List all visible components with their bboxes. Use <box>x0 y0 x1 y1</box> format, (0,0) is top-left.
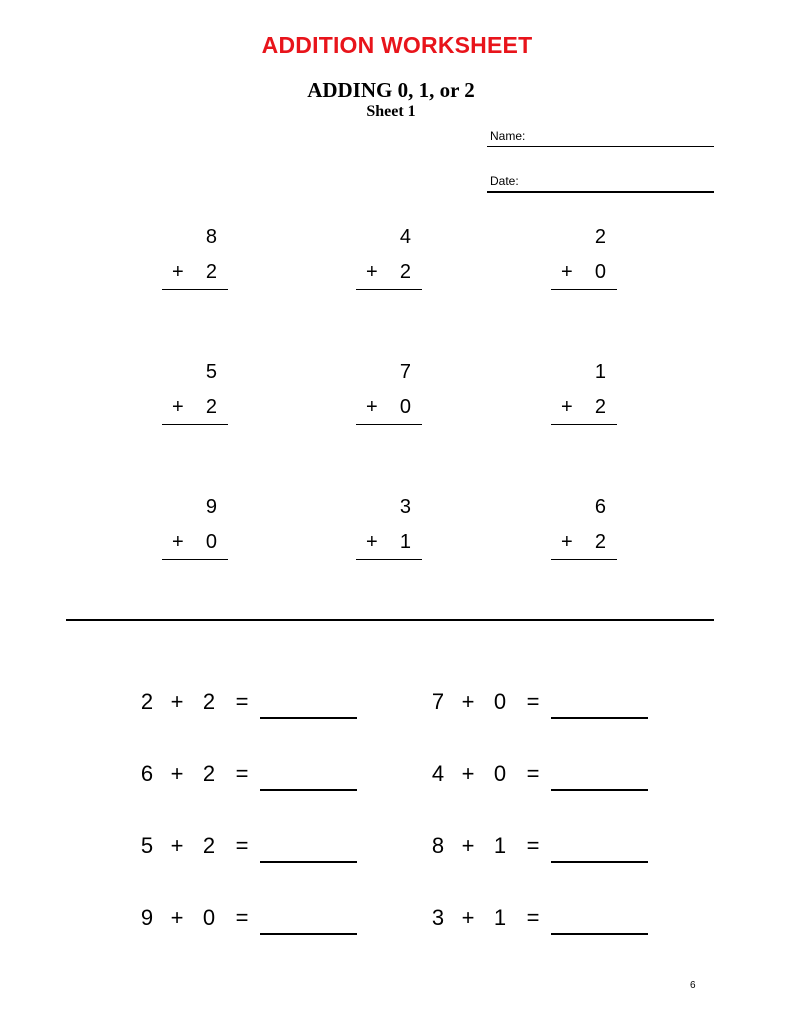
addend-b: 1 <box>493 833 507 858</box>
answer-blank[interactable] <box>260 717 357 719</box>
plus-sign: + <box>172 261 184 283</box>
addend-b: 0 <box>493 689 507 714</box>
addend-b: 1 <box>493 905 507 930</box>
vertical-problem <box>356 360 422 430</box>
plus-sign: + <box>172 396 184 418</box>
addend-bottom: 0 <box>205 531 217 553</box>
plus-sign: + <box>366 531 378 553</box>
equals-sign: = <box>235 833 249 858</box>
addend-a: 3 <box>431 905 445 930</box>
answer-line <box>356 559 422 560</box>
date-field[interactable] <box>487 171 714 193</box>
equals-sign: = <box>235 689 249 714</box>
addend-top: 6 <box>594 496 606 518</box>
addend-top: 3 <box>399 496 411 518</box>
answer-blank[interactable] <box>260 933 357 935</box>
horizontal-problem <box>430 830 652 862</box>
answer-line <box>551 424 617 425</box>
vertical-problem <box>356 495 422 565</box>
addend-top: 7 <box>399 361 411 383</box>
addend-top: 1 <box>594 361 606 383</box>
horizontal-problem <box>139 758 361 790</box>
plus-sign: + <box>170 833 184 858</box>
plus-sign: + <box>366 396 378 418</box>
section-divider <box>66 619 714 621</box>
vertical-problem <box>162 225 228 295</box>
plus-sign: + <box>461 833 475 858</box>
addend-bottom: 2 <box>399 261 411 283</box>
addend-a: 5 <box>140 833 154 858</box>
answer-blank[interactable] <box>551 861 648 863</box>
answer-line <box>356 289 422 290</box>
addend-b: 2 <box>202 761 216 786</box>
addend-b: 2 <box>202 833 216 858</box>
answer-blank[interactable] <box>551 789 648 791</box>
plus-sign: + <box>170 689 184 714</box>
answer-line <box>162 424 228 425</box>
answer-line <box>162 559 228 560</box>
answer-blank[interactable] <box>260 789 357 791</box>
worksheet-subtitle: ADDING 0, 1, or 2 <box>307 78 475 102</box>
plus-sign: + <box>461 761 475 786</box>
page-number: 6 <box>690 980 696 991</box>
date-label: Date: <box>490 174 519 188</box>
plus-sign: + <box>170 761 184 786</box>
addend-bottom: 2 <box>205 261 217 283</box>
addend-a: 9 <box>140 905 154 930</box>
sheet-label: Sheet 1 <box>366 103 416 120</box>
horizontal-problem <box>139 686 361 718</box>
addend-top: 4 <box>399 226 411 248</box>
name-field[interactable] <box>487 126 714 147</box>
addend-b: 0 <box>493 761 507 786</box>
equals-sign: = <box>526 905 540 930</box>
plus-sign: + <box>366 261 378 283</box>
vertical-problem <box>162 495 228 565</box>
name-label: Name: <box>490 129 526 143</box>
vertical-problem <box>162 360 228 430</box>
answer-blank[interactable] <box>551 717 648 719</box>
vertical-problem <box>356 225 422 295</box>
addend-a: 4 <box>431 761 445 786</box>
addend-a: 2 <box>140 689 154 714</box>
plus-sign: + <box>461 905 475 930</box>
vertical-problem <box>551 225 617 295</box>
equals-sign: = <box>526 761 540 786</box>
answer-blank[interactable] <box>551 933 648 935</box>
plus-sign: + <box>461 689 475 714</box>
horizontal-problem <box>430 902 652 934</box>
addend-b: 2 <box>202 689 216 714</box>
equals-sign: = <box>235 905 249 930</box>
vertical-problem <box>551 495 617 565</box>
horizontal-problem <box>430 758 652 790</box>
addend-bottom: 0 <box>594 261 606 283</box>
answer-line <box>551 289 617 290</box>
answer-blank[interactable] <box>260 861 357 863</box>
plus-sign: + <box>561 396 573 418</box>
horizontal-problem <box>139 902 361 934</box>
addend-bottom: 0 <box>399 396 411 418</box>
answer-line <box>162 289 228 290</box>
equals-sign: = <box>235 761 249 786</box>
addend-a: 7 <box>431 689 445 714</box>
equals-sign: = <box>526 833 540 858</box>
addend-bottom: 1 <box>399 531 411 553</box>
answer-line <box>356 424 422 425</box>
plus-sign: + <box>172 531 184 553</box>
addend-a: 6 <box>140 761 154 786</box>
plus-sign: + <box>170 905 184 930</box>
addend-top: 9 <box>205 496 217 518</box>
worksheet-title: ADDITION WORKSHEET <box>261 32 533 58</box>
addend-top: 8 <box>205 226 217 248</box>
addend-top: 2 <box>594 226 606 248</box>
addend-bottom: 2 <box>594 531 606 553</box>
horizontal-problem <box>139 830 361 862</box>
plus-sign: + <box>561 261 573 283</box>
horizontal-problem <box>430 686 652 718</box>
addend-bottom: 2 <box>205 396 217 418</box>
plus-sign: + <box>561 531 573 553</box>
addend-top: 5 <box>205 361 217 383</box>
addend-b: 0 <box>202 905 216 930</box>
addend-a: 8 <box>431 833 445 858</box>
equals-sign: = <box>526 689 540 714</box>
answer-line <box>551 559 617 560</box>
addend-bottom: 2 <box>594 396 606 418</box>
vertical-problem <box>551 360 617 430</box>
